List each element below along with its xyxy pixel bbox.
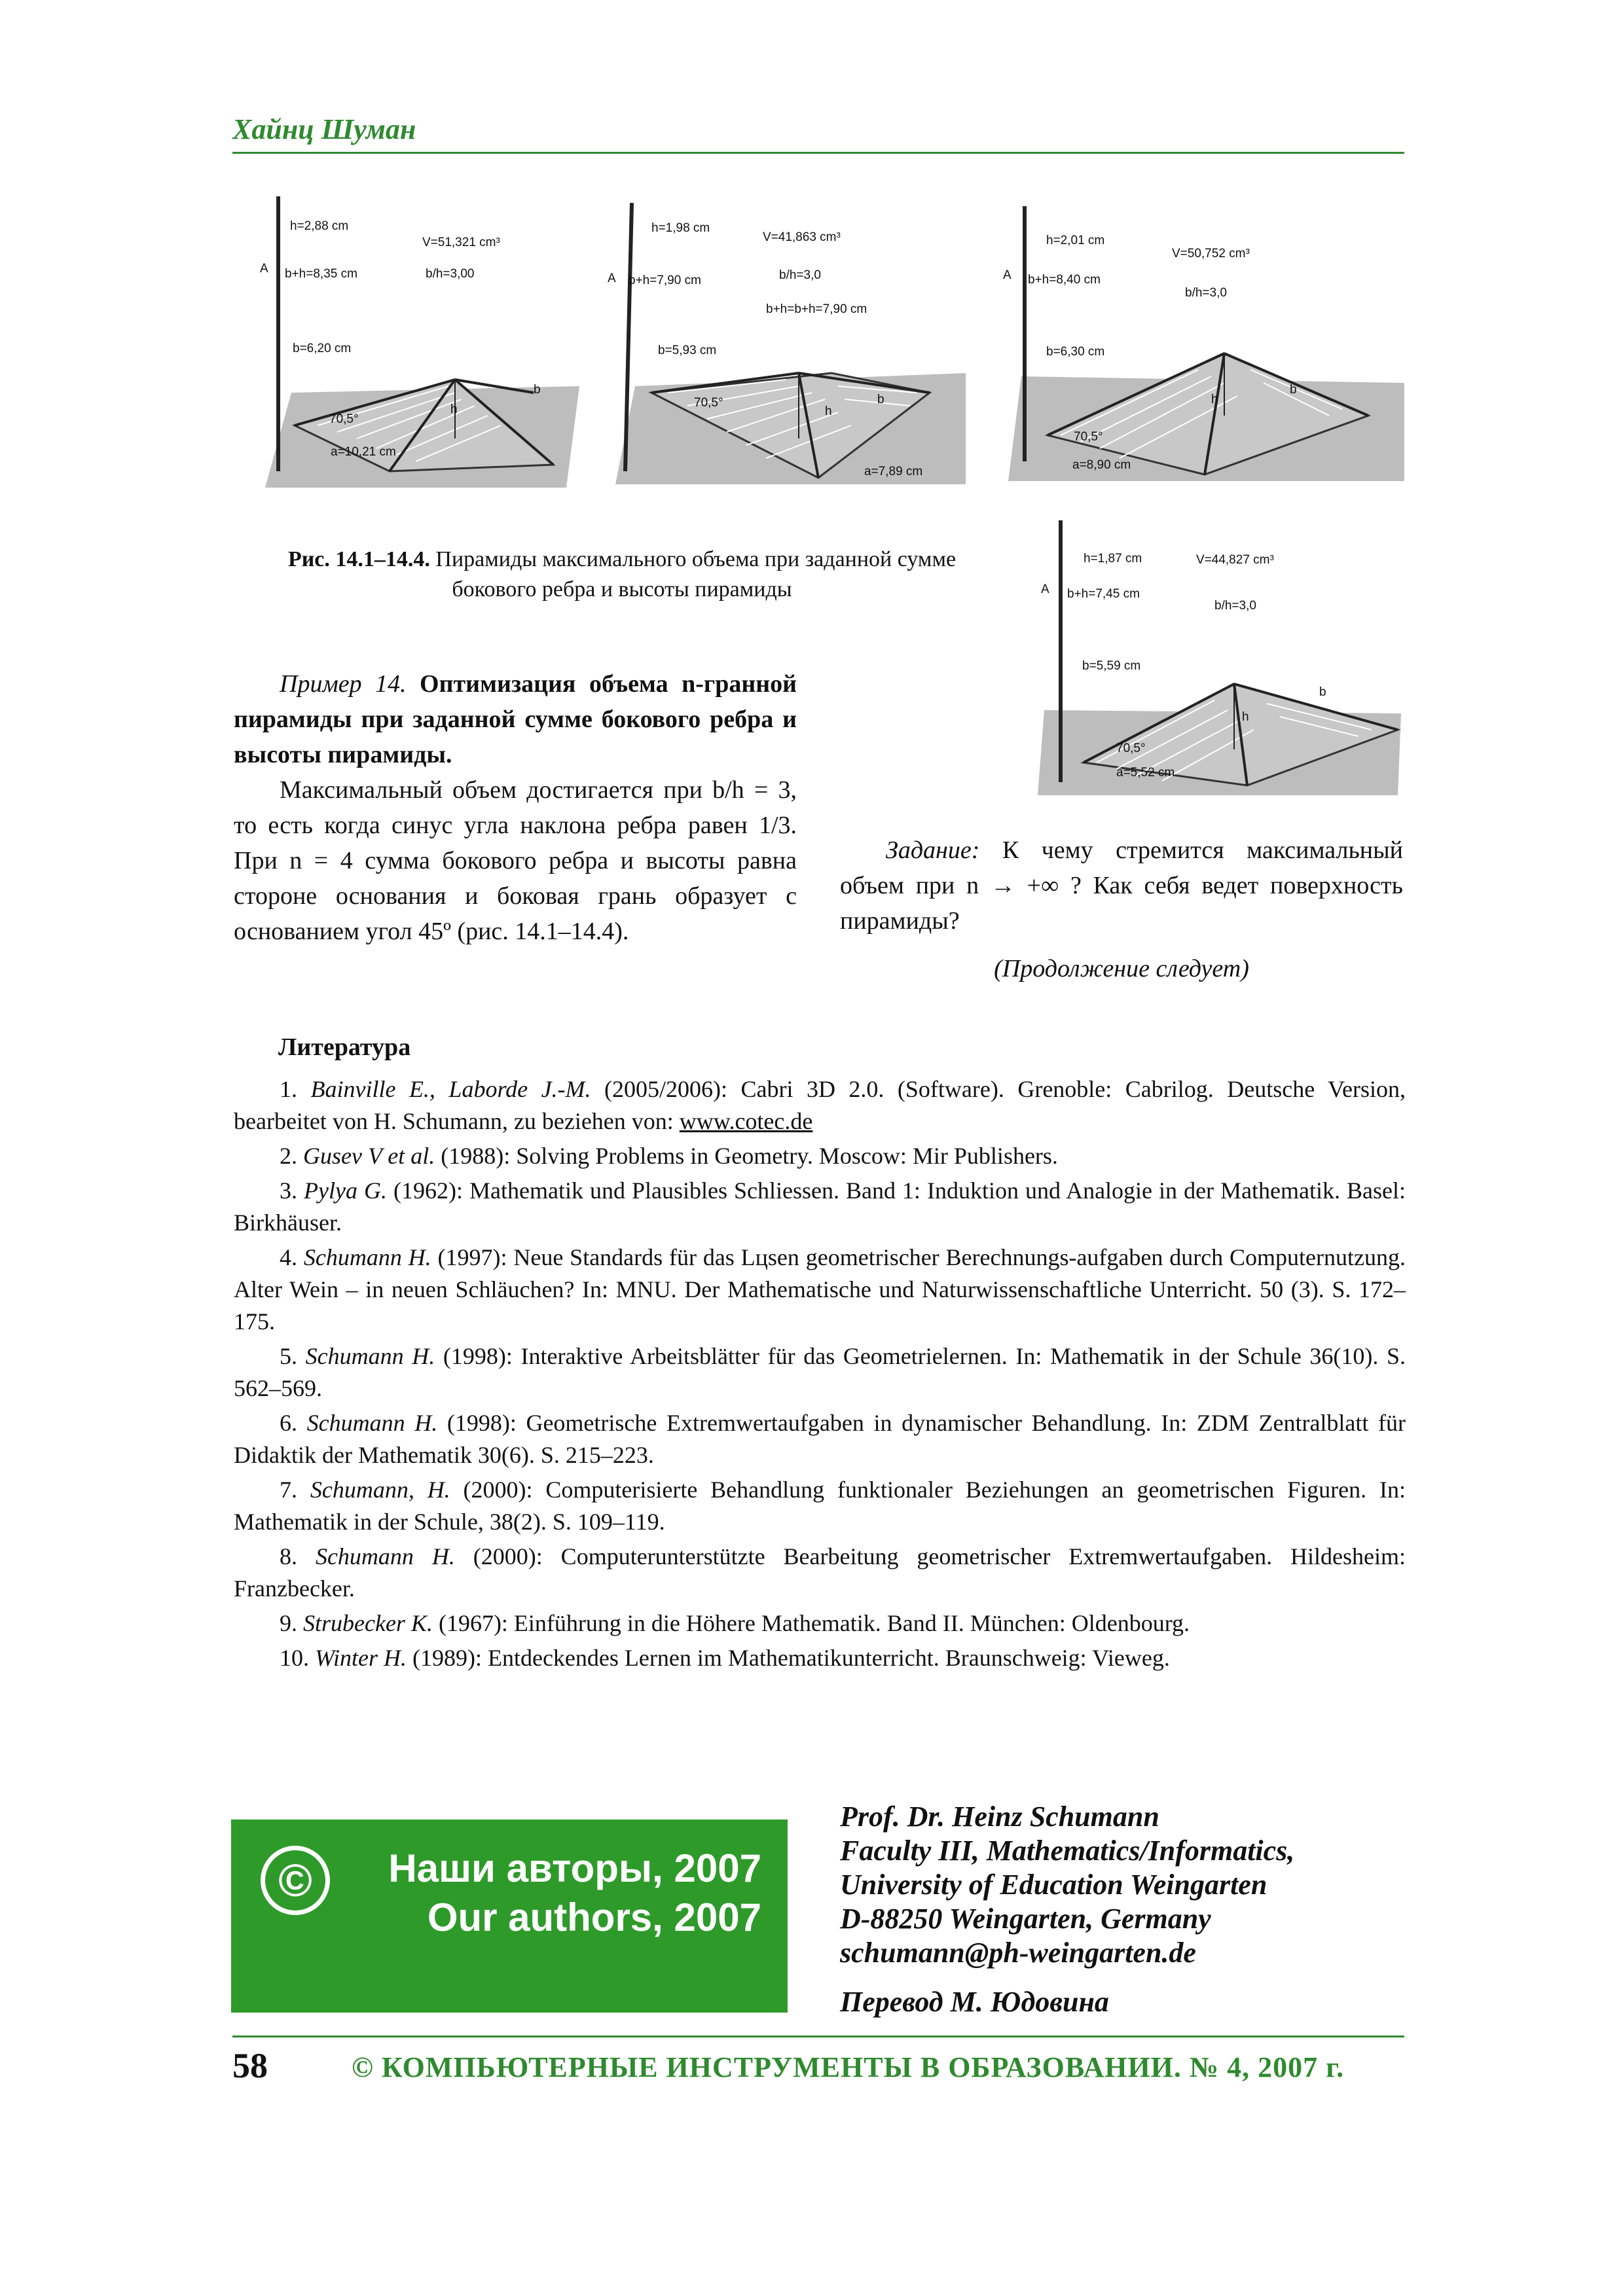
figure-label: a=8,90 cm bbox=[1072, 458, 1131, 472]
figure-label: b bbox=[534, 383, 541, 397]
example-prefix: Пример 14. bbox=[280, 670, 407, 698]
ref-number: 3. bbox=[280, 1177, 304, 1204]
author-affiliation bbox=[840, 1800, 1294, 1970]
reference-item bbox=[234, 1140, 1406, 1172]
figure-label: b bbox=[1290, 383, 1297, 397]
figure-label: 70,5° bbox=[329, 412, 359, 426]
page-number: 58 bbox=[232, 2046, 268, 2085]
figure-label: b bbox=[877, 393, 884, 406]
figure-label: V=41,863 cm³ bbox=[763, 230, 841, 244]
ref-number: 7. bbox=[280, 1477, 310, 1503]
figure-label: h bbox=[450, 403, 458, 416]
caption-text: Пирамиды максимального объема при заданной сумме бокового ребра и высоты пирамиды bbox=[429, 547, 957, 601]
task-text: К чему стремится максимальный объем при n → +∞ ? Как себя ведет поверхность пирамиды? bbox=[840, 836, 1403, 935]
figure-label: b bbox=[1319, 685, 1326, 699]
figure-label: b+h=7,45 cm bbox=[1067, 587, 1140, 601]
figure-label: V=50,752 cm³ bbox=[1172, 247, 1250, 260]
figure-label: a=10,21 cm bbox=[331, 445, 396, 459]
figure-caption bbox=[275, 545, 969, 605]
figure-label: b/h=3,0 bbox=[1214, 599, 1256, 613]
ref-number: 1. bbox=[280, 1076, 311, 1102]
ref-number: 9. bbox=[280, 1610, 303, 1636]
ref-text: (1989): Entdeckendes Lernen im Mathematikunterricht. Braunschweig: Vieweg. bbox=[407, 1645, 1170, 1671]
figure-label: b=5,93 cm bbox=[658, 344, 717, 357]
figure-label: b=6,30 cm bbox=[1046, 345, 1105, 359]
figure-14-2 bbox=[602, 196, 969, 488]
ref-number: 6. bbox=[280, 1410, 307, 1436]
affiliation-line: D-88250 Weingarten, Germany bbox=[840, 1903, 1211, 1935]
reference-item bbox=[234, 1407, 1406, 1471]
author-email: schumann@ph-weingarten.de bbox=[840, 1937, 1196, 1969]
figure-label: a=5,52 cm bbox=[1116, 766, 1175, 780]
ref-author: Winter H. bbox=[315, 1645, 407, 1671]
example-title: Оптимизация объема n-гранной пирамиды при заданной сумме бокового ребра и высоты пирамиды. bbox=[234, 670, 797, 768]
reference-item bbox=[234, 1073, 1406, 1138]
banner-line-en: Our authors, 2007 bbox=[427, 1895, 761, 1939]
figure-label: h bbox=[1242, 710, 1249, 724]
ref-author: Schumann, H. bbox=[310, 1477, 450, 1503]
figure-label: A bbox=[1041, 583, 1049, 596]
literature-heading: Литература bbox=[278, 1033, 411, 1061]
ref-number: 10. bbox=[280, 1645, 315, 1671]
banner-line-ru: Наши авторы, 2007 bbox=[388, 1846, 761, 1890]
reference-item bbox=[234, 1242, 1406, 1338]
ref-number: 2. bbox=[280, 1143, 303, 1169]
references-list bbox=[234, 1073, 1406, 1677]
header-divider bbox=[232, 152, 1404, 154]
figure-label: b+h=8,35 cm bbox=[285, 267, 357, 281]
figure-label: V=44,827 cm³ bbox=[1196, 553, 1274, 567]
figure-label: a=7,89 cm bbox=[864, 465, 923, 478]
ref-author: Pylya G. bbox=[304, 1177, 387, 1204]
figure-label: b/h=3,0 bbox=[1185, 286, 1227, 300]
figure-label: A bbox=[1003, 268, 1012, 282]
footer-divider bbox=[232, 2036, 1404, 2037]
reference-item bbox=[234, 1642, 1406, 1674]
reference-item bbox=[234, 1340, 1406, 1405]
ref-author: Gusev V et al. bbox=[303, 1143, 435, 1169]
figure-label: h=1,98 cm bbox=[651, 221, 710, 235]
caption-label: Рис. 14.1–14.4. bbox=[287, 547, 430, 571]
task-paragraph bbox=[840, 833, 1403, 939]
ref-text: (1967): Einführung in die Höhere Mathematik. Band II. München: Oldenbourg. bbox=[432, 1610, 1190, 1636]
ref-author: Schumann H. bbox=[305, 1343, 435, 1369]
figure-14-4 bbox=[1031, 514, 1404, 798]
ref-number: 4. bbox=[280, 1244, 304, 1270]
figure-14-3 bbox=[1002, 200, 1408, 488]
translator-credit: Перевод М. Юдовина bbox=[840, 1986, 1109, 2018]
figure-label: h=1,87 cm bbox=[1084, 552, 1142, 565]
reference-item bbox=[234, 1607, 1406, 1640]
figure-label: h=2,01 cm bbox=[1046, 234, 1105, 247]
figure-label: 70,5° bbox=[694, 396, 723, 410]
figure-label: A bbox=[260, 262, 268, 276]
ref-author: Strubecker K. bbox=[303, 1610, 433, 1636]
ref-author: Bainville E., Laborde J.-M. bbox=[310, 1076, 591, 1102]
figure-label: b+h=b+h=7,90 cm bbox=[766, 302, 867, 316]
figure-label: h bbox=[825, 404, 832, 418]
ref-text: (1998): Geometrische Extremwertaufgaben in dynamischer Behandlung. In: ZDM Zentralblatt für Didaktik der Mathematik 30(6). S. 215–223. bbox=[234, 1410, 1406, 1468]
running-header-author: Хайнц Шуман bbox=[232, 113, 416, 145]
ref-number: 5. bbox=[280, 1343, 306, 1369]
figure-label: 70,5° bbox=[1116, 742, 1146, 755]
ref-text: (2005/2006): Cabri 3D 2.0. (Software). Grenoble: Cabrilog. Deutsche Version, bearbeitet von H. Schumann, zu beziehen von: bbox=[234, 1076, 1406, 1134]
ref-text: (1988): Solving Problems in Geometry. Moscow: Mir Publishers. bbox=[435, 1143, 1058, 1169]
figure-label: b=6,20 cm bbox=[293, 342, 352, 355]
reference-item bbox=[234, 1474, 1406, 1538]
affiliation-line: Faculty III, Mathematics/Informatics, bbox=[840, 1835, 1295, 1867]
task-label: Задание: bbox=[886, 836, 980, 864]
figure-label: b=5,59 cm bbox=[1082, 659, 1141, 673]
ref-author: Schumann H. bbox=[303, 1244, 431, 1270]
figure-label: A bbox=[608, 272, 616, 285]
reference-item bbox=[234, 1541, 1406, 1605]
figure-label: b/h=3,0 bbox=[779, 268, 821, 282]
figure-label: h bbox=[1211, 393, 1218, 406]
affiliation-line: Prof. Dr. Heinz Schumann bbox=[840, 1801, 1159, 1833]
pyramid-diagram-1 bbox=[259, 190, 586, 488]
example-heading bbox=[234, 666, 797, 772]
affiliation-line: University of Education Weingarten bbox=[840, 1869, 1267, 1901]
ref-text: (2000): Computerunterstützte Bearbeitung geometrischer Extremwertaufgaben. Hildesheim: Franzbecker. bbox=[234, 1543, 1406, 1602]
figure-label: 70,5° bbox=[1074, 430, 1103, 444]
ref-text: (2000): Computerisierte Behandlung funktionaler Beziehungen an geometrischen Figuren. In: Mathematik in der Schule, 38(2). S. 109–119. bbox=[234, 1477, 1406, 1535]
ref-author: Schumann H. bbox=[306, 1410, 438, 1436]
example-body: Максимальный объем достигается при b/h = 3, то есть когда синус угла наклона ребра равен 1/3. При n = 4 сумма бокового ребра и высоты равна стороне основания и боковая грань образует с основанием угол 45º (рис. 14.1–14.4). bbox=[234, 776, 797, 945]
figure-label: b+h=7,90 cm bbox=[629, 274, 701, 287]
ref-number: 8. bbox=[280, 1543, 316, 1570]
ref-text: (1962): Mathematik und Plausibles Schliessen. Band 1: Induktion und Analogie in der Mathematik. Basel: Birkhäuser. bbox=[234, 1177, 1406, 1236]
figure-label: h=2,88 cm bbox=[290, 219, 349, 233]
ref-text: (1998): Interaktive Arbeitsblätter für das Geometrielernen. In: Mathematik in der Schule 36(10). S. 562–569. bbox=[234, 1343, 1406, 1401]
figure-label: b/h=3,00 bbox=[426, 267, 475, 281]
figure-label: b+h=8,40 cm bbox=[1028, 273, 1101, 287]
figure-label: V=51,321 cm³ bbox=[422, 236, 500, 249]
journal-title: © КОМПЬЮТЕРНЫЕ ИНСТРУМЕНТЫ В ОБРАЗОВАНИИ. № 4, 2007 г. bbox=[352, 2051, 1345, 2083]
example-section bbox=[234, 666, 797, 949]
copyright-icon: © bbox=[261, 1846, 330, 1915]
continuation-note: (Продолжение следует) bbox=[994, 955, 1249, 982]
reference-item bbox=[234, 1175, 1406, 1239]
our-authors-banner bbox=[231, 1820, 788, 2013]
ref-author: Schumann H. bbox=[315, 1543, 455, 1570]
figure-14-1 bbox=[259, 190, 586, 488]
cotec-link[interactable]: www.cotec.de bbox=[679, 1108, 813, 1134]
ref-text: (1997): Neue Standards für das Lцsen geometrischer Berechnungs-aufgaben durch Computernutzung. Alter Wein – in neuen Schläuchen? In: MNU. Der Mathematische und Naturwissenschaftliche Unterricht. 50 (3). S. 172–175. bbox=[234, 1244, 1406, 1335]
